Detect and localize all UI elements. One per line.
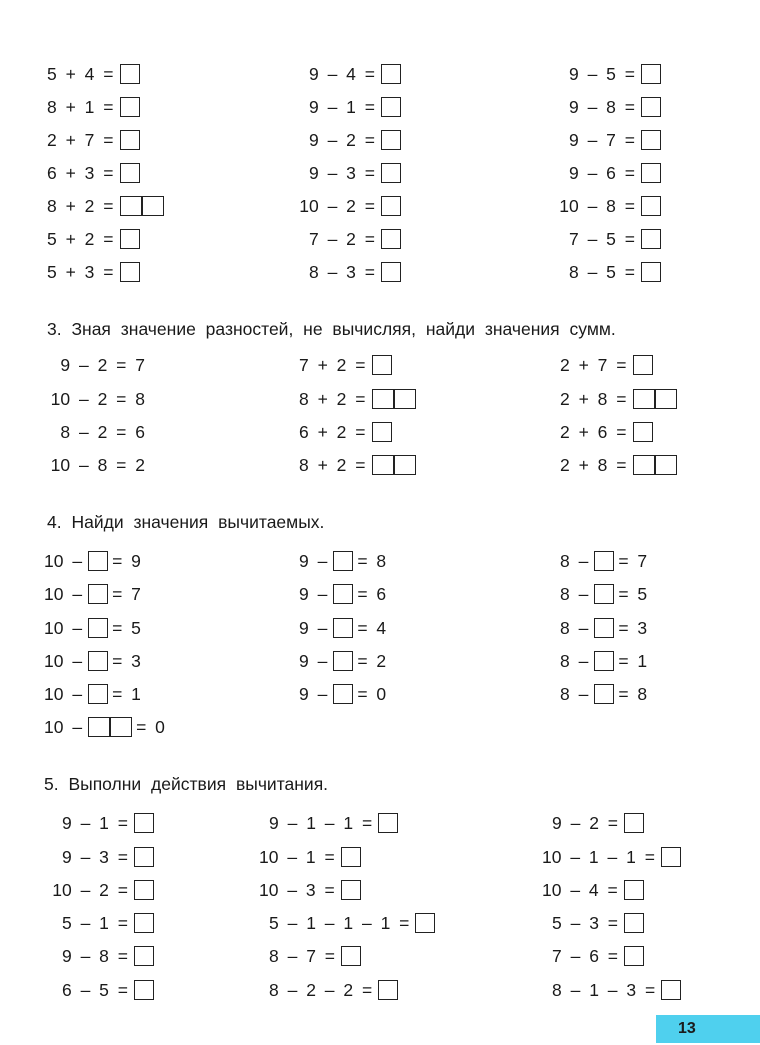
- equation: 10 – 2 =: [299, 193, 405, 219]
- answer-box-two-digit[interactable]: [120, 196, 164, 216]
- given-equation: 9 – 2 = 7: [60, 354, 145, 375]
- equation: 9 – 3 =: [62, 844, 158, 870]
- answer-box[interactable]: [624, 813, 644, 833]
- equation: 8 – = 7: [560, 550, 648, 571]
- equation: 8 + 2 =: [299, 452, 420, 478]
- answer-box[interactable]: [624, 946, 644, 966]
- answer-box-two-digit[interactable]: [372, 389, 416, 409]
- equation: 5 + 3 =: [47, 259, 144, 285]
- answer-box[interactable]: [641, 262, 661, 282]
- equation: 5 – 1 =: [62, 910, 158, 936]
- answer-box[interactable]: [120, 163, 140, 183]
- answer-box[interactable]: [641, 196, 661, 216]
- answer-box[interactable]: [594, 584, 614, 604]
- equation: 2 + 7 =: [47, 127, 144, 153]
- equation: 9 – 3 =: [309, 160, 405, 186]
- equation: 10 – 8 =: [559, 193, 665, 219]
- equation: 9 – = 4: [299, 617, 387, 638]
- answer-box[interactable]: [641, 229, 661, 249]
- answer-box[interactable]: [624, 913, 644, 933]
- page-number: 13: [656, 1015, 760, 1043]
- answer-box[interactable]: [661, 980, 681, 1000]
- equation: 9 – = 0: [299, 683, 387, 704]
- equation: 9 – 7 =: [569, 127, 665, 153]
- answer-box-two-digit[interactable]: [633, 455, 677, 475]
- answer-box[interactable]: [381, 229, 401, 249]
- answer-box[interactable]: [134, 980, 154, 1000]
- answer-box[interactable]: [372, 355, 392, 375]
- answer-box[interactable]: [661, 847, 681, 867]
- equation: 10 – = 5: [44, 617, 141, 638]
- equation: 10 – 3 =: [259, 877, 365, 903]
- equation: 7 + 2 =: [299, 352, 396, 378]
- equation: 7 – 5 =: [569, 226, 665, 252]
- equation: 8 + 2 =: [47, 193, 168, 219]
- equation: 9 – 2 =: [309, 127, 405, 153]
- answer-box[interactable]: [633, 422, 653, 442]
- answer-box[interactable]: [333, 584, 353, 604]
- equation: 9 – 5 =: [569, 61, 665, 87]
- answer-box[interactable]: [594, 684, 614, 704]
- equation: 10 – 1 =: [259, 844, 365, 870]
- exercise-5-heading: 5. Выполни действия вычитания.: [44, 773, 329, 794]
- answer-box[interactable]: [333, 684, 353, 704]
- answer-box[interactable]: [381, 262, 401, 282]
- answer-box[interactable]: [594, 551, 614, 571]
- equation: 8 – 7 =: [259, 943, 365, 969]
- equation: 9 – = 6: [299, 583, 387, 604]
- answer-box[interactable]: [415, 913, 435, 933]
- equation: 10 – 4 =: [542, 877, 648, 903]
- equation: 2 + 8 =: [560, 452, 681, 478]
- answer-box[interactable]: [381, 97, 401, 117]
- equation: 9 – 1 =: [309, 94, 405, 120]
- equation: 9 – = 2: [299, 650, 387, 671]
- equation: 8 – = 8: [560, 683, 648, 704]
- equation: 5 + 2 =: [47, 226, 144, 252]
- answer-box[interactable]: [641, 64, 661, 84]
- equation: 6 – 5 =: [62, 977, 158, 1003]
- answer-box[interactable]: [333, 551, 353, 571]
- answer-box[interactable]: [120, 130, 140, 150]
- answer-box[interactable]: [381, 163, 401, 183]
- equation: 9 – 8 =: [569, 94, 665, 120]
- equation: 8 – 2 – 2 =: [259, 977, 402, 1003]
- equation: 9 – 1 =: [62, 810, 158, 836]
- answer-box[interactable]: [88, 618, 108, 638]
- answer-box-two-digit[interactable]: [372, 455, 416, 475]
- equation: 5 – 1 – 1 – 1 =: [259, 910, 439, 936]
- equation: 9 – 4 =: [309, 61, 405, 87]
- equation: 7 – 2 =: [309, 226, 405, 252]
- equation: 2 + 7 =: [560, 352, 657, 378]
- given-equation: 8 – 2 = 6: [60, 421, 145, 442]
- answer-box[interactable]: [381, 64, 401, 84]
- answer-box[interactable]: [341, 946, 361, 966]
- equation: 2 + 8 =: [560, 386, 681, 412]
- given-equation: 10 – 2 = 8: [50, 388, 145, 409]
- answer-box[interactable]: [333, 651, 353, 671]
- answer-box[interactable]: [372, 422, 392, 442]
- equation: 2 + 6 =: [560, 419, 657, 445]
- answer-box[interactable]: [120, 229, 140, 249]
- answer-box[interactable]: [88, 551, 108, 571]
- equation: 10 – = 7: [44, 583, 141, 604]
- answer-box[interactable]: [341, 847, 361, 867]
- equation: 9 – 8 =: [62, 943, 158, 969]
- equation: 10 – 1 – 1 =: [542, 844, 685, 870]
- answer-box[interactable]: [633, 355, 653, 375]
- given-equation: 10 – 8 = 2: [50, 454, 145, 475]
- equation: 8 – 3 =: [309, 259, 405, 285]
- answer-box[interactable]: [134, 847, 154, 867]
- answer-box[interactable]: [333, 618, 353, 638]
- answer-box[interactable]: [120, 64, 140, 84]
- equation: 10 – 2 =: [52, 877, 158, 903]
- answer-box[interactable]: [88, 584, 108, 604]
- equation: 8 – = 1: [560, 650, 648, 671]
- equation: 9 – 2 =: [542, 810, 648, 836]
- equation: 6 + 3 =: [47, 160, 144, 186]
- answer-box-two-digit[interactable]: [633, 389, 677, 409]
- answer-box[interactable]: [641, 97, 661, 117]
- answer-box[interactable]: [594, 651, 614, 671]
- equation: 10 – = 3: [44, 650, 141, 671]
- answer-box[interactable]: [381, 130, 401, 150]
- equation: 9 – 6 =: [569, 160, 665, 186]
- equation: 9 – = 8: [299, 550, 387, 571]
- answer-box[interactable]: [381, 196, 401, 216]
- answer-box[interactable]: [378, 813, 398, 833]
- equation: 10 – = 9: [44, 550, 141, 571]
- answer-box[interactable]: [134, 913, 154, 933]
- answer-box[interactable]: [134, 946, 154, 966]
- equation: 8 + 2 =: [299, 386, 420, 412]
- equation: 8 + 1 =: [47, 94, 144, 120]
- exercise-4-heading: 4. Найди значения вычитаемых.: [47, 511, 325, 532]
- equation: 8 – 5 =: [569, 259, 665, 285]
- equation: 7 – 6 =: [542, 943, 648, 969]
- answer-box[interactable]: [341, 880, 361, 900]
- answer-box[interactable]: [88, 651, 108, 671]
- answer-box[interactable]: [641, 163, 661, 183]
- answer-box[interactable]: [120, 97, 140, 117]
- equation: 8 – = 3: [560, 617, 648, 638]
- answer-box[interactable]: [641, 130, 661, 150]
- answer-box[interactable]: [594, 618, 614, 638]
- equation: 6 + 2 =: [299, 419, 396, 445]
- equation: 5 + 4 =: [47, 61, 144, 87]
- equation: 8 – 1 – 3 =: [542, 977, 685, 1003]
- exercise-3-heading: 3. Зная значение разностей, не вычисляя, найди значения сумм.: [47, 318, 616, 339]
- equation: 10 – = 0: [44, 716, 165, 737]
- answer-box[interactable]: [120, 262, 140, 282]
- answer-box[interactable]: [134, 813, 154, 833]
- answer-box[interactable]: [134, 880, 154, 900]
- answer-box[interactable]: [378, 980, 398, 1000]
- answer-box[interactable]: [624, 880, 644, 900]
- equation: 9 – 1 – 1 =: [259, 810, 402, 836]
- answer-box-two-digit[interactable]: [88, 717, 132, 737]
- answer-box[interactable]: [88, 684, 108, 704]
- equation: 5 – 3 =: [542, 910, 648, 936]
- equation: 10 – = 1: [44, 683, 141, 704]
- equation: 8 – = 5: [560, 583, 648, 604]
